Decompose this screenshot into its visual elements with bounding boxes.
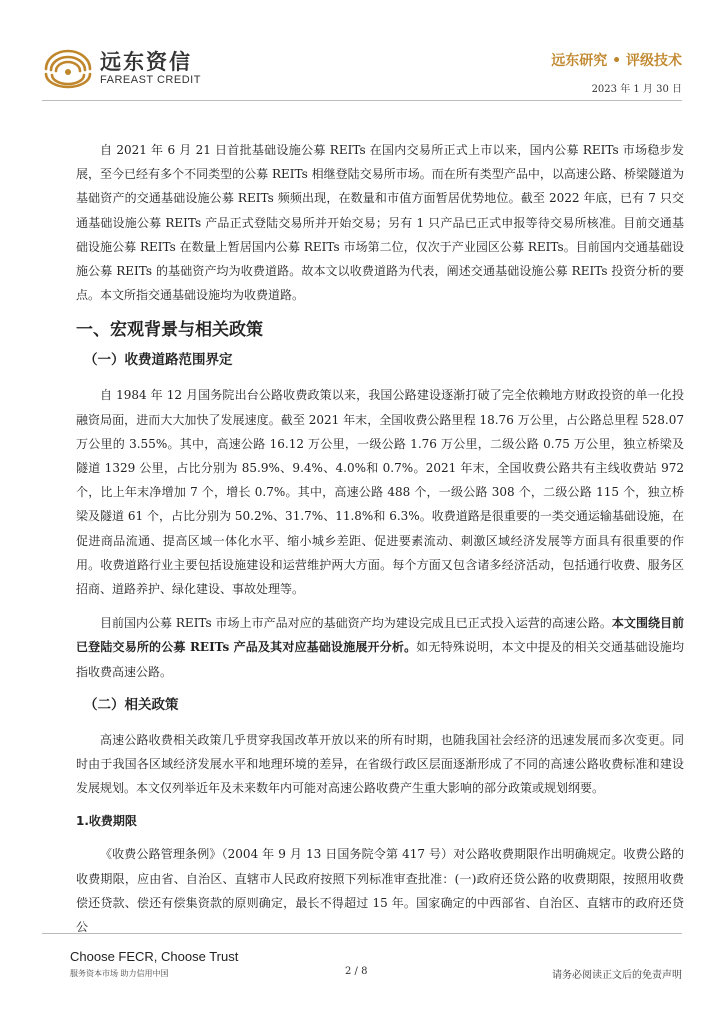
- scope-text-b: 如无特殊说明，本文中提及的相关交通基础设施均指收费高速公路。: [76, 640, 684, 679]
- scope-paragraph-1: 自 1984 年 12 月国务院出台公路收费政策以来，我国公路建设逐渐打破了完全依赖地方财政投资的单一化投融资局面，进而大大加快了发展速度。截至 2021 年末，全国收费公路里程 18.76 万公里，占公路总里程 528.07 万公里的 3.55%。其中，高速公路 16.12 万公里，一级公路 1.76 万公里，二级公路 0.75 万公里，独立桥梁及隧道 1329 公里，占比分别为 85.9%、9.4%、4.0%和 0.7%。2021 年末，全国收费公路共有主线收费站 972 个，比上年末净增加 7 个，增长 0.7%。其中，高速公路 488 个，一级公路 308 个，二级公路 115 个，独立桥梁及隧道 61 个，占比分别为 50.2%、31.7%、11.8%和 6.3%。收费道路是很重要的一类交通运输基础设施，在促进商品流通、提高区域一体化水平、缩小城乡差距、促进要素流动、刺激区域经济发展等方面具有很重要的作用。收费道路行业主要包括设施建设和运营维护两大方面。每个方面又包含诸多经济活动，包括通行收费、服务区招商、道路养护、绿化建设、事故处理等。: [76, 388, 684, 597]
- subsection-title-policy: （二）相关政策: [84, 696, 179, 713]
- footer-disclaimer: 请务必阅读正文后的免责声明: [552, 970, 682, 981]
- fareast-logo-icon: [42, 47, 94, 89]
- header-divider: [42, 100, 682, 101]
- section-title-macro: 一、宏观背景与相关政策: [76, 320, 263, 341]
- footer-divider: [42, 933, 682, 934]
- document-body: [76, 138, 684, 949]
- page-number: 2 / 8: [345, 966, 368, 977]
- brand-name-en: FAREAST CREDIT: [100, 74, 201, 86]
- footer-slogan-cn: 服务资本市场 助力信用中国: [70, 969, 169, 978]
- scope-text-a: 目前国内公募 REITs 市场上市产品对应的基础资产均为建设完成且已正式投入运营的高速公路。: [100, 616, 612, 631]
- report-category: 远东研究 • 评级技术: [551, 53, 682, 69]
- item-title-toll-period: 1.收费期限: [76, 814, 137, 829]
- page-header: [0, 0, 724, 104]
- brand-name-cn: 远东资信: [100, 50, 192, 74]
- subsection-title-scope: （一）收费道路范围界定: [84, 352, 233, 369]
- footer-slogan-en: Choose FECR, Choose Trust: [70, 949, 239, 964]
- policy-paragraph: 高速公路收费相关政策几乎贯穿我国改革开放以来的所有时期，也随我国社会经济的迅速发展而多次变更。同时由于我国各区域经济发展水平和地理环境的差异，在省级行政区层面逐渐形成了不同的高速公路收费标准和建设发展规划。本文仅列举近年及未来数年内可能对高速公路收费产生重大影响的部分政策或规划纲要。: [76, 732, 684, 796]
- toll-period-paragraph: 《收费公路管理条例》（2004 年 9 月 13 日国务院令第 417 号）对公路收费期限作出明确规定。收费公路的收费期限，应由省、自治区、直辖市人民政府按照下列标准审查批准：(一)政府还贷公路的收费期限，按照用收费偿还贷款、偿还有偿集资款的原则确定，最长不得超过 15 年。国家确定的中西部省、自治区、直辖市的政府还贷公: [76, 847, 684, 935]
- intro-paragraph: 自 2021 年 6 月 21 日首批基础设施公募 REITs 在国内交易所正式上市以来，国内公募 REITs 市场稳步发展，至今已经有多个不同类型的公募 REITs 相继登陆交易所市场。而在所有类型产品中，以高速公路、桥梁隧道为基础资产的交通基础设施公募 REITs 频频出现，在数量和市值方面暂居优势地位。截至 2022 年底，已有 7 只交通基础设施公募 REITs 产品正式登陆交易所并开始交易；另有 1 只产品已正式申报等待交易所核准。目前交通基础设施公募 REITs 在数量上暂居国内公募 REITs 市场第二位，仅次于产业园区公募 REITs。目前国内交通基础设施公募 REITs 的基础资产均为收费道路。故本文以收费道路为代表，阐述交通基础设施公募 REITs 投资分析的要点。本文所指交通基础设施均为收费道路。: [76, 143, 684, 303]
- report-date: 2023 年 1 月 30 日: [591, 84, 682, 95]
- scope-text-bold: 本文围绕目前已登陆交易所的公募 REITs 产品及其对应基础设施展开分析。: [76, 616, 684, 655]
- scope-paragraph-2: [76, 611, 684, 684]
